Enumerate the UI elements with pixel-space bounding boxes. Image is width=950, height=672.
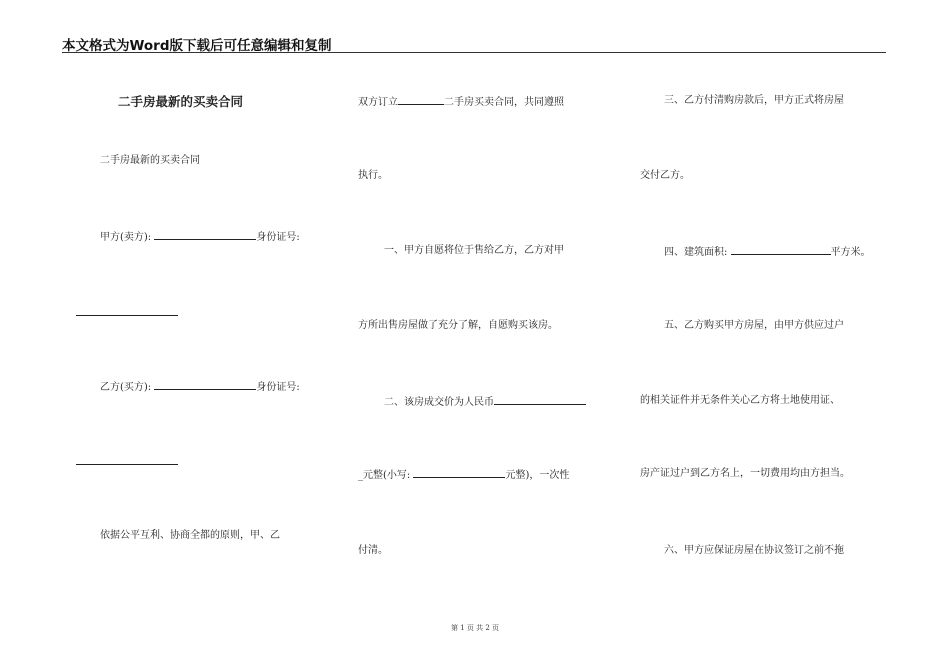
clause2-line-b [358,467,569,483]
clause5-line-b: 的相关证件并无条件关心乙方将土地使用证、 [640,395,840,406]
clause1-line-a: 一、甲方自愿将位于售给乙方，乙方对甲 [384,245,564,256]
col2-line2: 执行。 [358,170,388,181]
clause4-line [664,244,871,260]
clause2-b-post: 元整)，一次性 [505,470,570,481]
header-title: 本文格式为Word版下载后可任意编辑和复制 [62,38,332,54]
party-a-id-blank [76,315,178,316]
clause3-line-a: 三、乙方付清购房款后，甲方正式将房屋 [664,95,844,106]
page-header [62,34,886,53]
price-lowercase-blank [413,467,505,478]
clause2-a-text: 二、该房成交价为人民币 [384,397,494,408]
party-b-label: 乙方(买方): [100,382,152,393]
clause6-line-a: 六、甲方应保证房屋在协议签订之前不拖 [664,545,844,556]
party-b-name-blank [154,379,256,390]
party-b-line [100,379,300,395]
page-footer: 第 1 页 共 2 页 [450,624,500,632]
party-a-line [100,229,300,245]
contract-subtitle: 二手房最新的买卖合同 [100,155,200,166]
col2-line1-pre: 双方订立 [358,97,398,108]
principle-text: 依据公平互利、协商全都的原则，甲、乙 [100,530,280,541]
party-a-name-blank [154,229,256,240]
price-blank [494,394,586,405]
col2-line1 [358,94,564,110]
clause5-line-a: 五、乙方购买甲方房屋，由甲方供应过户 [664,320,844,331]
clause5-line-c: 房产证过户到乙方名上，一切费用均由方担当。 [640,468,850,479]
clause4-post: 平方米。 [830,247,871,258]
party-b-id-label: 身份证号: [256,382,300,393]
col2-line1-post: 二手房买卖合同，共同遵照 [444,97,564,108]
area-blank [731,244,831,255]
clause2-line-a [384,394,586,410]
clause1-line-b: 方所出售房屋做了充分了解，自愿购买该房。 [358,320,558,331]
party-a-label: 甲方(卖方): [100,232,152,243]
document-title: 二手房最新的买卖合同 [118,94,244,109]
clause4-pre: 四、建筑面积: [664,247,728,258]
col2-line1-blank [398,94,444,105]
party-b-id-blank [76,464,178,465]
party-a-id-label: 身份证号: [256,232,300,243]
clause2-line-c: 付清。 [358,545,388,556]
clause2-b-pre: _元整(小写: [358,470,411,481]
clause3-line-b: 交付乙方。 [640,170,690,181]
